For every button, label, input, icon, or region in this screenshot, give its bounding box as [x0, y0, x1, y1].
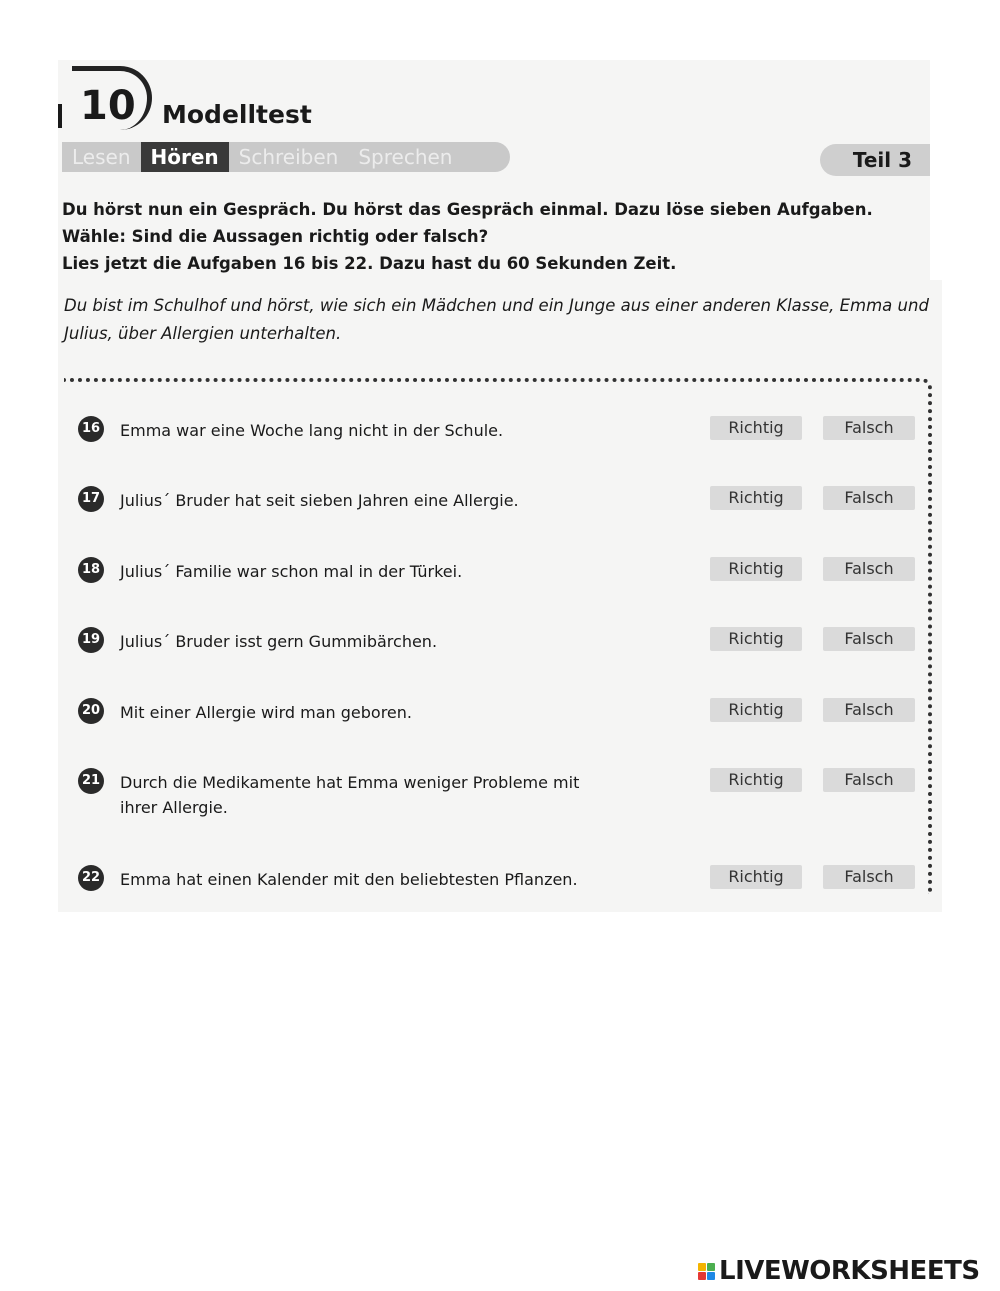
richtig-button[interactable]: Richtig: [710, 768, 802, 792]
logo-square: [707, 1263, 715, 1271]
liveworksheets-logo: [698, 1256, 980, 1286]
falsch-button[interactable]: Falsch: [823, 768, 915, 792]
logo-square: [698, 1272, 706, 1280]
richtig-button[interactable]: Richtig: [710, 557, 802, 581]
item-statement: Mit einer Allergie wird man geboren.: [120, 703, 412, 722]
item-statement: Emma hat einen Kalender mit den beliebtesten Pflanzen.: [120, 870, 578, 889]
item-number-badge: 20: [78, 698, 104, 724]
skills-tabbar: [62, 142, 510, 172]
instructions: [62, 196, 873, 277]
item-statement: Julius´ Bruder isst gern Gummibärchen.: [120, 632, 438, 651]
situation-text: Du bist im Schulhof und hörst, wie sich ein Mädchen und ein Junge aus einer anderen Klasse, Emma und Julius, über Allergien unterhalten.: [64, 296, 929, 343]
page-title: Modelltest: [162, 100, 312, 129]
richtig-button[interactable]: Richtig: [710, 416, 802, 440]
richtig-button[interactable]: Richtig: [710, 865, 802, 889]
tab-hoeren: Hören: [141, 142, 229, 172]
unit-marker: [58, 104, 62, 128]
richtig-button[interactable]: Richtig: [710, 698, 802, 722]
part-label: Teil 3: [820, 144, 930, 176]
tab-lesen: Lesen: [72, 145, 131, 169]
unit-badge: [72, 66, 152, 130]
item-number-badge: 19: [78, 627, 104, 653]
brand-name: LIVEWORKSHEETS: [719, 1256, 980, 1286]
richtig-button[interactable]: Richtig: [710, 627, 802, 651]
falsch-button[interactable]: Falsch: [823, 416, 915, 440]
falsch-button[interactable]: Falsch: [823, 627, 915, 651]
falsch-button[interactable]: Falsch: [823, 557, 915, 581]
tab-schreiben: Schreiben: [238, 145, 339, 169]
item-statement: Emma war eine Woche lang nicht in der Schule.: [120, 421, 504, 440]
falsch-button[interactable]: Falsch: [823, 698, 915, 722]
item-number-badge: 22: [78, 865, 104, 891]
item-number-badge: 18: [78, 557, 104, 583]
logo-square: [698, 1263, 706, 1271]
falsch-button[interactable]: Falsch: [823, 486, 915, 510]
logo-icon: [698, 1263, 715, 1280]
item-number-badge: 16: [78, 416, 104, 442]
instruction-line: Du hörst nun ein Gespräch. Du hörst das Gespräch einmal. Dazu löse sieben Aufgaben.: [62, 200, 873, 219]
tab-sprechen: Sprechen: [358, 145, 453, 169]
item-number-badge: 21: [78, 768, 104, 794]
unit-number: 10: [80, 83, 136, 129]
instruction-line: Lies jetzt die Aufgaben 16 bis 22. Dazu hast du 60 Sekunden Zeit.: [62, 254, 677, 273]
richtig-button[interactable]: Richtig: [710, 486, 802, 510]
item-number-badge: 17: [78, 486, 104, 512]
falsch-button[interactable]: Falsch: [823, 865, 915, 889]
logo-square: [707, 1272, 715, 1280]
instruction-line: Wähle: Sind die Aussagen richtig oder falsch?: [62, 227, 489, 246]
item-statement: Julius´ Familie war schon mal in der Türkei.: [120, 562, 463, 581]
item-statement: Durch die Medikamente hat Emma weniger Probleme mit ihrer Allergie.: [120, 773, 580, 817]
item-statement: Julius´ Bruder hat seit sieben Jahren eine Allergie.: [120, 491, 519, 510]
